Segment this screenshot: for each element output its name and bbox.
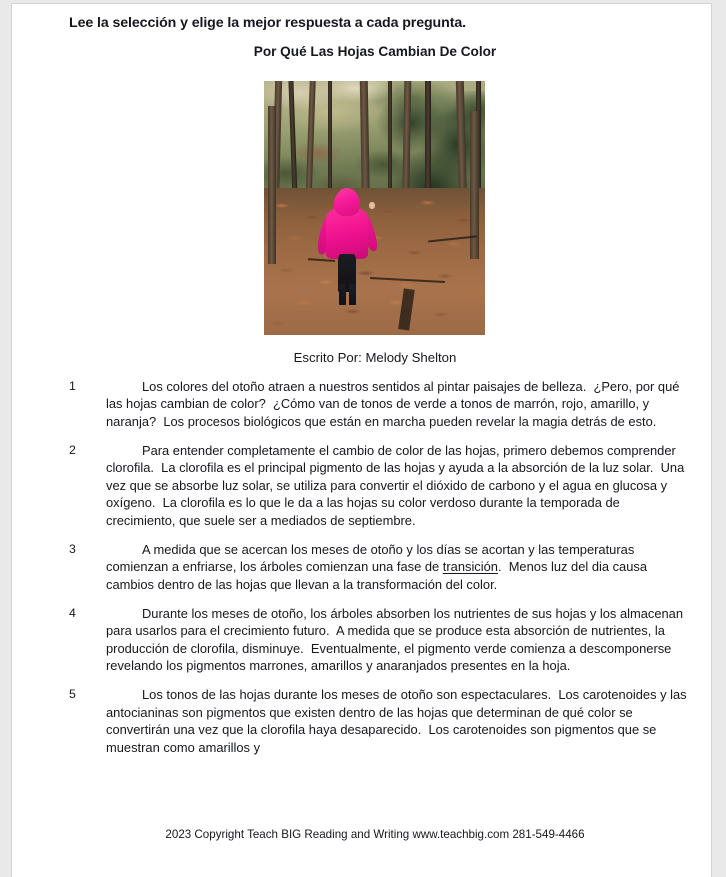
paragraph-text-before: A medida que se acercan los meses de otoño y los días se acortan y las temperaturas comienzan a enfriarse, los árboles comienzan una fase de [106,541,638,575]
paragraph-3 [69,541,689,593]
page-footer: 2023 Copyright Teach BIG Reading and Writing www.teachbig.com 281-549-4466 [165,828,585,841]
paragraph-4 [69,605,689,675]
paragraph-text: Los tonos de las hojas durante los meses de otoño son espectaculares. Los carotenoides y las antocianinas son pigmentos que existen dentro de las hojas que determinan de qué color se convertirán una vez que la clorofila haya desaparecido. Los carotenoides son pigmentos que se muestran como amarillos y [106,687,691,755]
paragraph-text: Los colores del otoño atraen a nuestros sentidos al pintar paisajes de belleza. ¿Pero, por qué las hojas cambian de color? ¿Cómo van de tonos de verde a tonos de marrón, rojo, amarillo, y naranja? Los procesos biológicos que están en marcha pueden revelar la magia detrás de esto. [106,379,684,429]
article-photo [264,81,485,335]
paragraph-text [106,541,689,593]
paragraph-text-after: . Menos luz del dia causa cambios dentro de las hojas que llevan a la transformación del color. [106,559,651,592]
paragraph-number: 5 [69,687,76,702]
article-body [69,378,689,768]
page-title: Por Qué Las Hojas Cambian De Color [253,44,497,59]
paragraph-2 [69,442,689,529]
paragraph-text: Durante los meses de otoño, los árboles absorben los nutrientes de sus hojas y los almacenan para usarlos para el crecimiento futuro. A medida que se produce esta absorción de nutrientes, la producción de clorofila, disminuye. Eventualmente, el pigmento verde comienza a descomponerse revelando los pigmentos marrones, amarillos y anaranjados presentes en la hoja. [106,605,687,674]
paragraph-number: 1 [69,379,76,393]
paragraph-number: 4 [69,605,76,620]
paragraph-1 [69,378,689,430]
paragraph-text: Para entender completamente el cambio de color de las hojas, primero debemos comprender clorofila. La clorofila es el principal pigmento de las hojas y ayuda a la absorción de la luz solar. Una vez que se absorbe luz solar, se utiliza para convertir el dióxido de carbono y el agua en glucosa y oxígeno. La clorofila es lo que le da a las hojas su color verdoso durante la temporada de crecimiento, que suele ser a mediados de septiembre. [106,442,688,528]
paragraph-5 [69,686,689,756]
instruction-heading: Lee la selección y elige la mejor respuesta a cada pregunta. [69,15,466,31]
paragraph-number: 3 [69,541,76,556]
vocabulary-term-transicion: transición [442,559,498,575]
forest-photo-art [264,81,485,335]
author-caption: Escrito Por: Melody Shelton [293,350,457,365]
document-page [11,3,712,877]
paragraph-number: 2 [69,442,76,457]
